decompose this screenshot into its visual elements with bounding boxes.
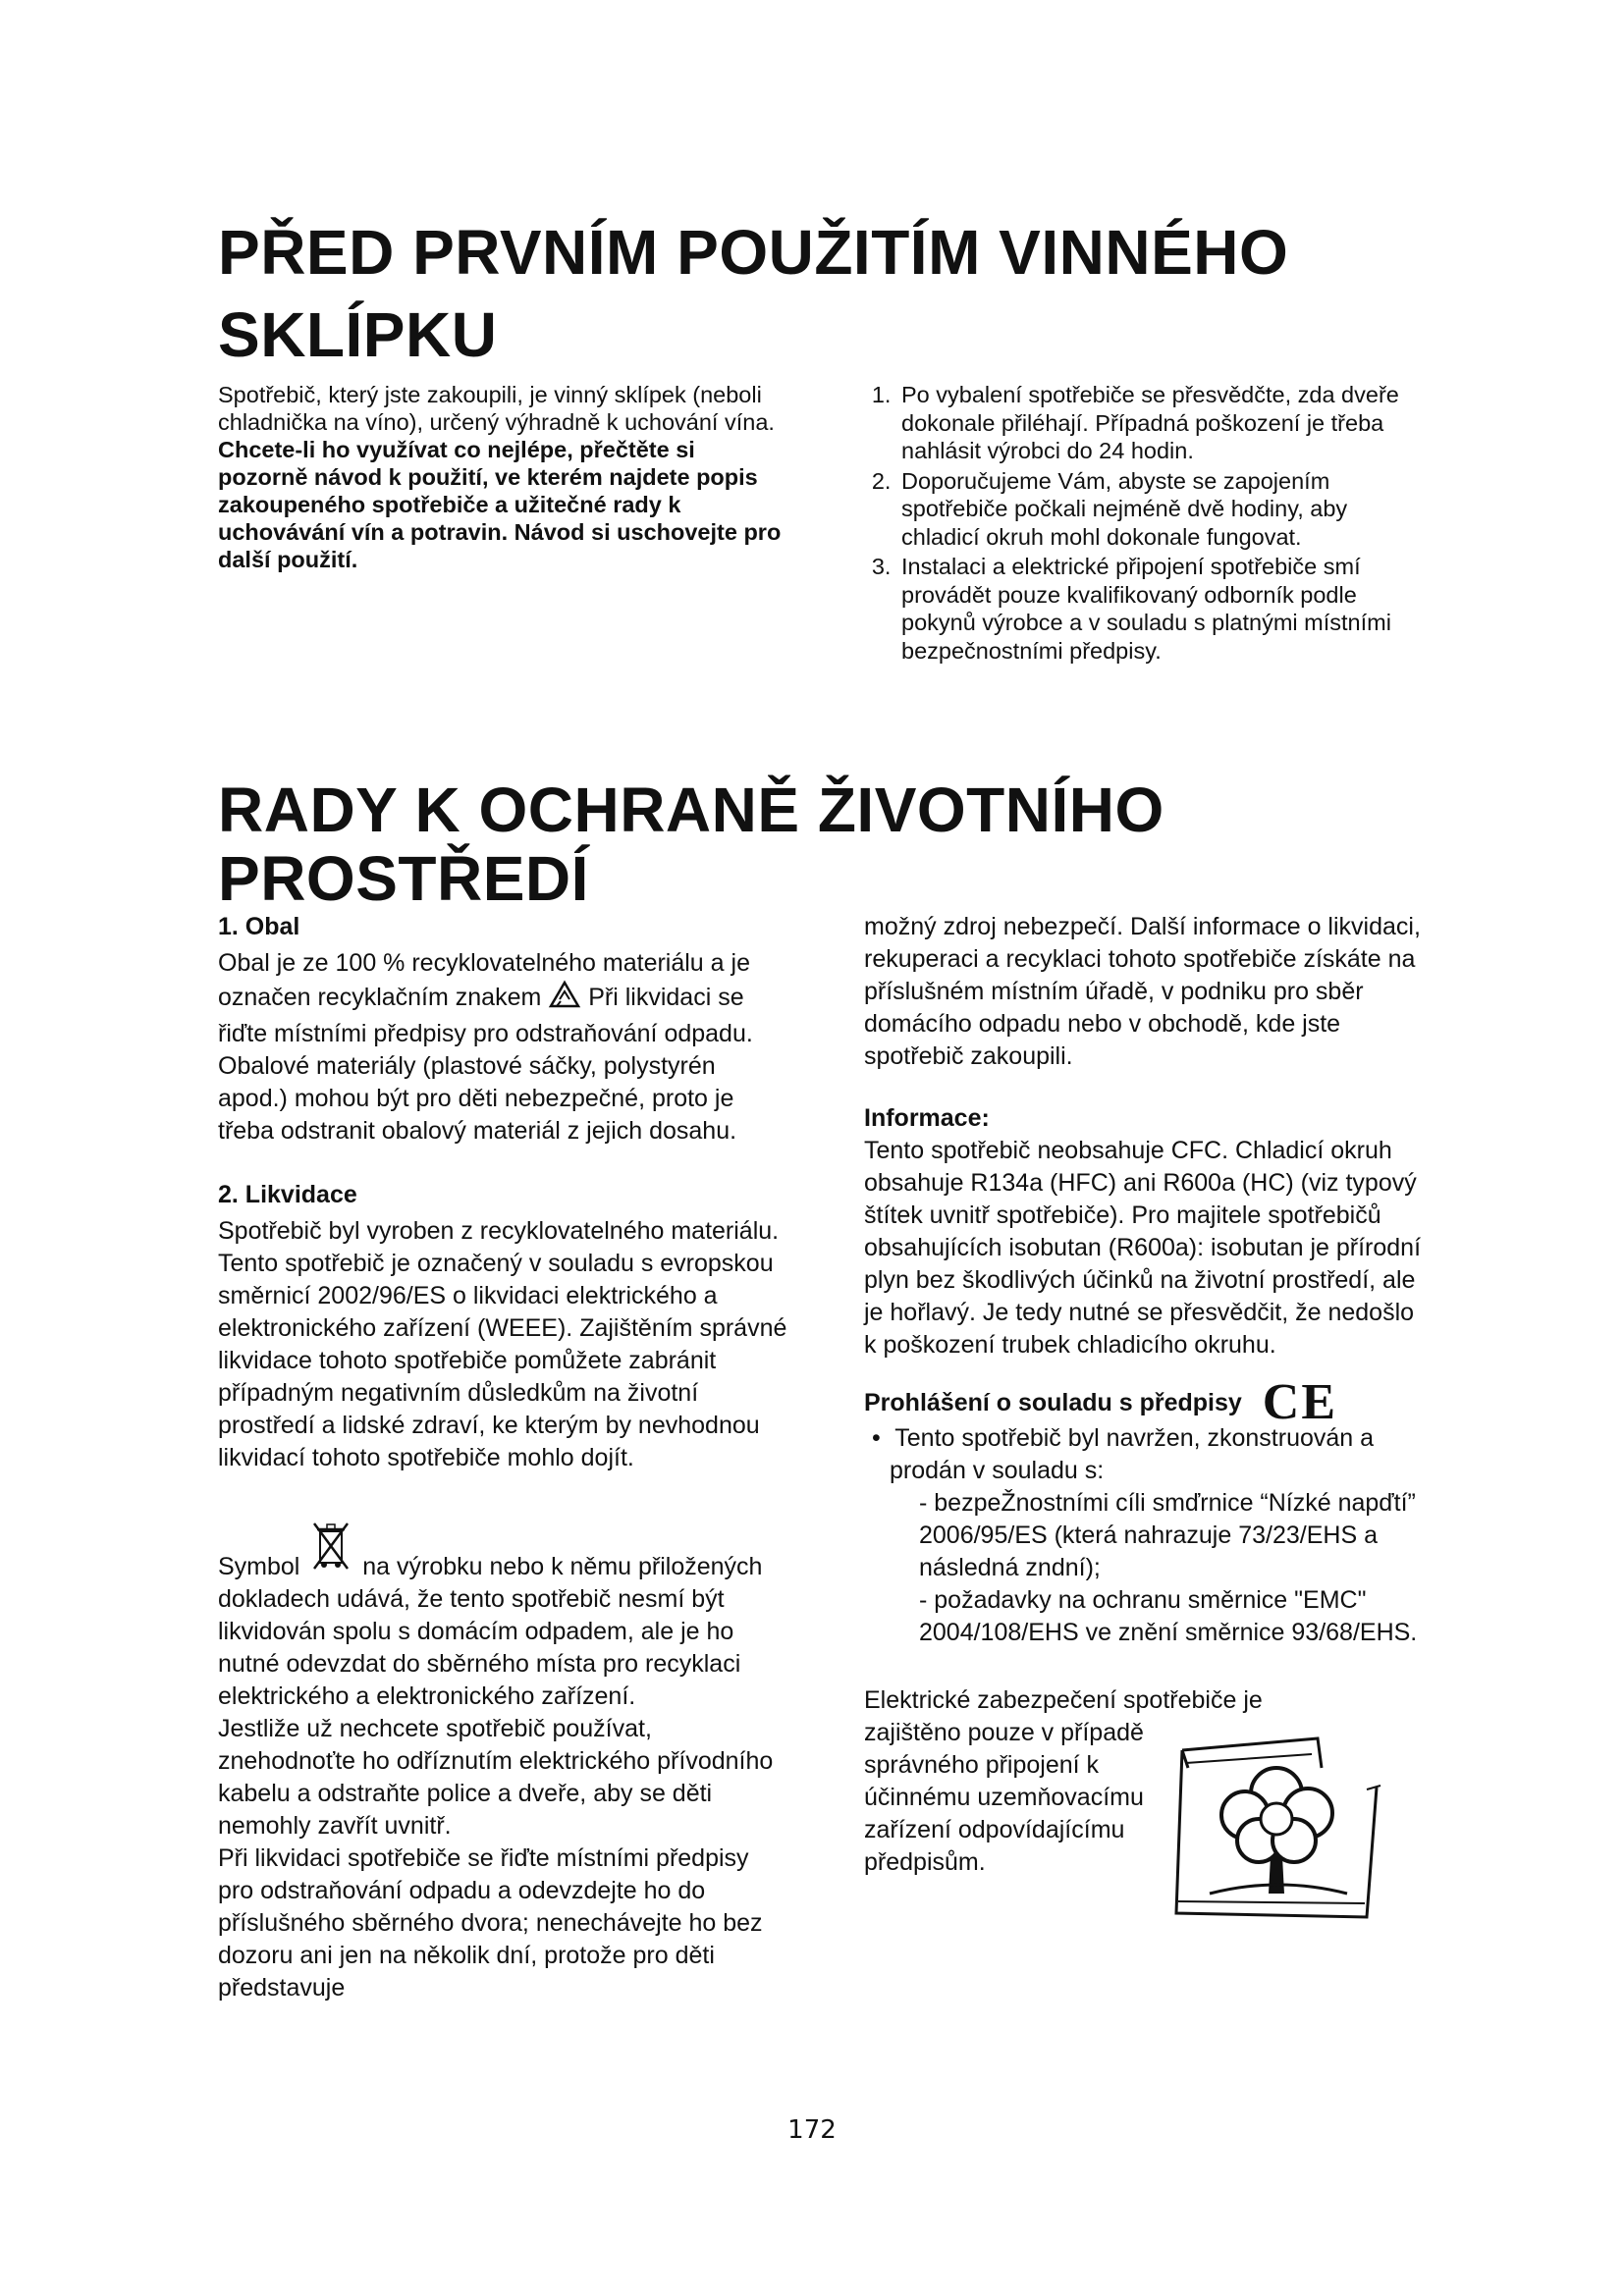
declaration-bullet [890, 1422, 1424, 1649]
step-item: 2. Doporučujeme Vám, abyste se zapojením spotřebiče počkali nejméně dvě hodiny, aby chladicí okruh mohl dokonale fungovat. [897, 467, 1422, 552]
heading2-line1: RADY K OCHRANĚ ŽIVOTNÍHO [218, 774, 1164, 845]
likvidace-p4: Při likvidaci spotřebiče se řiďte místními předpisy pro odstraňování odpadu a odevzdejte ho do příslušného sběrného dvora; nenechávejte ho bez dozoru ani jen na několik dní, protože pro děti představuje [218, 1844, 763, 2002]
weee-bin-icon [310, 1518, 352, 1583]
heading1-line2: SKLÍPKU [218, 299, 498, 370]
declaration-sub2: - požadavky na ochranu směrnice "EMC" 2004/108/EHS ve znění směrnice 93/68/EHS. [919, 1586, 1418, 1646]
electrical-block [864, 1717, 1424, 1879]
intro-text: Spotřebič, který jste zakoupili, je vinný sklípek (neboli chladnička na víno), určený výhradně k uchování vína. [218, 382, 775, 435]
info-title: Informace: [864, 1104, 990, 1132]
electrical-line1: Elektrické zabezpečení spotřebiče je [864, 1686, 1263, 1714]
environment-tree-icon [1170, 1729, 1386, 1934]
declaration-title: Prohlášení o souladu s předpisy [864, 1388, 1242, 1416]
heading1-line1: PŘED PRVNÍM POUŽITÍM VINNÉHO [218, 217, 1289, 288]
steps-list-section [862, 381, 1422, 667]
declaration-sub1: - bezpeŽnostními cíli smďrnice “Nízké napďtí” 2006/95/ES (která nahrazuje 73/23/EHS a následná zndní); [919, 1489, 1416, 1581]
likvidace-p2: Tento spotřebič je označený v souladu s evropskou směrnicí 2002/96/ES o likvidaci elektrického a elektronického zařízení (WEEE). Zajištěním správné likvidace tohoto spotřebiče pomůžete zabránit případným negativním důsledkům na životní prostředí a lidské zdraví, ke kterým by nevhodnou likvidací tohoto spotřebiče mohlo dojít. [218, 1250, 787, 1471]
likvidace-p1: Spotřebič byl vyroben z recyklovatelného materiálu. [218, 1217, 780, 1245]
ce-mark: CE [1262, 1374, 1338, 1430]
obal-text-before: Obal je ze 100 % recyklovatelného materiálu a je označen recyklačním znakem [218, 949, 750, 1012]
declaration-bullet-text: Tento spotřebič byl navržen, zkonstruován a prodán v souladu s: [890, 1424, 1375, 1484]
obal-title: 1. Obal [218, 913, 300, 940]
symbol-before: Symbol [218, 1553, 300, 1580]
recycle-icon [548, 980, 581, 1018]
electrical-rest: zajištěno pouze v případě správného připojení k účinnému uzemňovacímu zařízení odpovídajícímu předpisům. [864, 1719, 1144, 1876]
declaration-list [864, 1422, 1424, 1649]
steps-list [862, 381, 1422, 665]
info-text: Tento spotřebič neobsahuje CFC. Chladicí okruh obsahuje R134a (HFC) ani R600a (HC) (viz typový štítek uvnitř spotřebiče). Pro majitele spotřebičů obsahujících isobutan (R600a): isobutan je přírodní plyn bez škodlivých účinků na životní prostředí, ale je hořlavý. Je tedy nutné se přesvědčit, že nedošlo k poškození trubek chladicího okruhu. [864, 1137, 1422, 1359]
obal-text [218, 947, 787, 1148]
continuation-text: možný zdroj nebezpečí. Další informace o likvidaci, rekuperaci a recyklaci tohoto spotřebiče získáte na příslušném místním úřadě, v podniku pro sběr domácího odpadu nebo v obchodě, kde jste spotřebič zakoupili. [864, 913, 1421, 1070]
step-item: 1. Po vybalení spotřebiče se přesvědčte, zda dveře dokonale přiléhají. Případná poškození je třeba nahlásit výrobci do 24 hodin. [897, 381, 1422, 465]
declaration-header [864, 1374, 1424, 1430]
obal-text-after: Při likvidaci se řiďte místními předpisy pro odstraňování odpadu. Obalové materiály (plastové sáčky, polystyrén apod.) mohou být pro děti nebezpečné, proto je třeba odstranit obalový materiál z jejich dosahu. [218, 984, 753, 1145]
intro-bold-text: Chcete-li ho využívat co nejlépe, přečtěte si pozorně návod k použití, ve kterém najdete popis zakoupeného spotřebiče a užitečné rady k uchovávání vín a potravin. Návod si uschovejte pro další použití. [218, 437, 782, 572]
left-column [218, 911, 787, 2004]
right-column [864, 911, 1424, 1879]
intro-section [218, 381, 787, 573]
page-number: 172 [787, 2115, 837, 2145]
symbol-paragraph [218, 1518, 787, 1713]
step-item: 3. Instalaci a elektrické připojení spotřebiče smí provádět pouze kvalifikovaný odborník podle pokynů výrobce a v souladu s platnými místními bezpečnostními předpisy. [897, 553, 1422, 665]
environment-heading [218, 775, 1396, 913]
symbol-after: na výrobku nebo k němu přiložených dokladech udává, že tento spotřebič nesmí být likvidován spolu s domácím odpadem, ale je ho nutné odevzdat do sběrného místa pro recyklaci elektrického a elektronického zařízení. [218, 1553, 763, 1710]
heading2-line2: PROSTŘEDÍ [218, 843, 589, 914]
main-heading [218, 218, 1396, 369]
likvidace-p3: Jestliže už nechcete spotřebič používat, znehodnoťte ho odříznutím elektrického přívodního kabelu a odstraňte police a dveře, aby se děti nemohly zavřít uvnitř. [218, 1715, 774, 1840]
likvidace-title: 2. Likvidace [218, 1181, 357, 1208]
